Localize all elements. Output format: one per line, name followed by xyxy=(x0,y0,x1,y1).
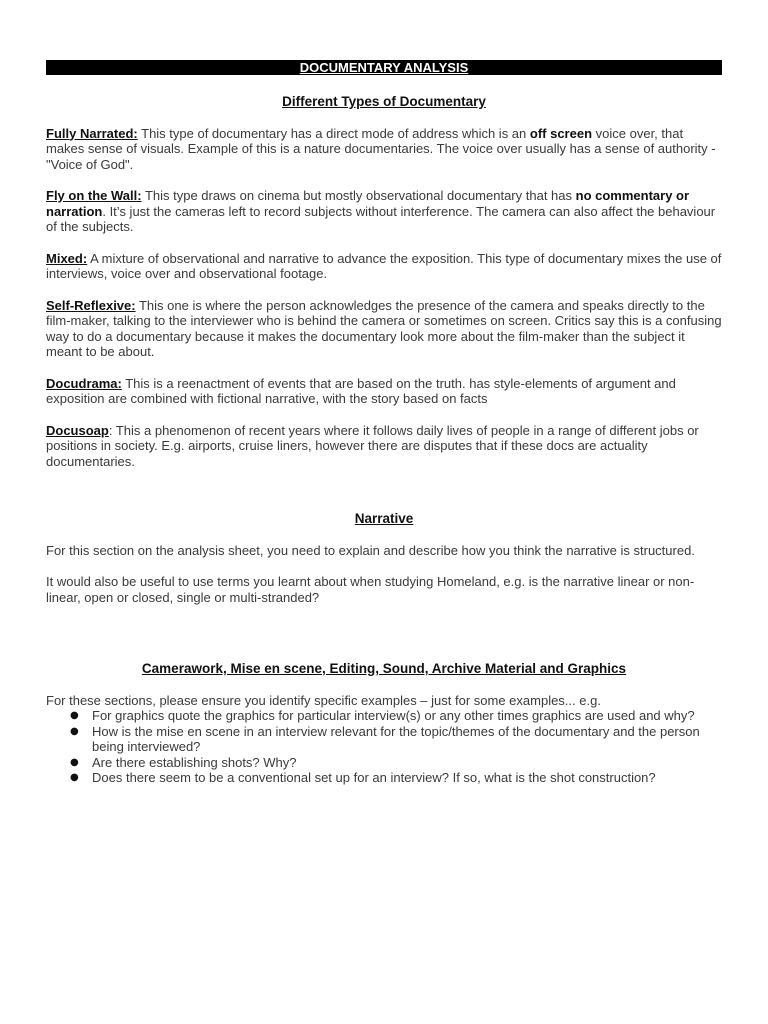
bullet-icon: ● xyxy=(70,725,79,737)
bullet-icon: ● xyxy=(70,756,79,768)
type-text: This type draws on cinema but mostly observational documentary that has xyxy=(141,188,576,203)
type-term: Mixed: xyxy=(46,250,88,266)
type-text: A mixture of observational and narrative to advance the exposition. This type of documentary mixes the use of interviews, voice over and observational footage. xyxy=(46,250,722,281)
type-text: This type of documentary has a direct mode of address which is an xyxy=(137,125,530,141)
type-term: Self-Reflexive: xyxy=(46,297,136,313)
type-emphasis: no commentary or narration xyxy=(46,188,690,219)
type-text: . It’s just the cameras left to record subjects without interference. The camera can also affect the behaviour of the subjects. xyxy=(46,203,716,234)
list-item xyxy=(70,770,722,786)
camerawork-heading: Camerawork, Mise en scene, Editing, Sound, Archive Material and Graphics xyxy=(141,661,627,676)
camerawork-intro: For these sections, please ensure you identify specific examples – just for some examples... e.g. xyxy=(46,692,601,708)
types-heading: Different Types of Documentary xyxy=(282,94,486,109)
narrative-paragraph: For this section on the analysis sheet, you need to explain and describe how you think the narrative is structured. xyxy=(46,542,695,558)
type-text: : This a phenomenon of recent years where it follows daily lives of people in a range of different jobs or positions in society. E.g. airports, cruise liners, however there are disputes that if these docs are actuality documentaries. xyxy=(46,422,699,469)
bullet-text: How is the mise en scene in an interview relevant for the topic/themes of the documentary and the person being interviewed? xyxy=(92,723,700,754)
type-text: This one is where the person acknowledges the presence of the camera and speaks directly to the film-maker, talking to the interviewer who is behind the camera or sometimes on screen. Critics say this is a confusing way to do a documentary because it makes the documentary look more about the film-maker than the subject it meant to be about. xyxy=(46,297,722,359)
type-term: Docudrama: xyxy=(46,375,122,391)
bullet-text: For graphics quote the graphics for particular interview(s) or any other times graphics are used and why? xyxy=(92,708,695,723)
type-self-reflexive xyxy=(46,298,722,360)
list-item xyxy=(70,708,722,724)
list-item xyxy=(70,723,722,755)
type-docusoap xyxy=(46,423,722,470)
document-page xyxy=(46,60,722,786)
narrative-paragraph: It would also be useful to use terms you learnt about when studying Homeland, e.g. is the narrative linear or non-linear, open or closed, single or multi-stranded? xyxy=(46,574,695,605)
bullet-icon: ● xyxy=(70,710,79,721)
narrative-heading: Narrative xyxy=(354,511,414,526)
bullet-text: Are there establishing shots? Why? xyxy=(92,754,297,770)
bullet-icon: ● xyxy=(70,772,79,783)
document-title: DOCUMENTARY ANALYSIS xyxy=(46,60,722,75)
type-term: Fully Narrated: xyxy=(46,125,138,141)
type-term: Fly on the Wall: xyxy=(46,188,142,203)
type-text: voice over, that makes sense of visuals. Example of this is a nature documentaries. The voice over usually has a sense of authority - "Voice of God". xyxy=(46,125,716,172)
type-text: This is a reenactment of events that are based on the truth. has style-elements of argument and exposition are combined with fictional narrative, with the story based on facts xyxy=(46,375,676,406)
type-mixed xyxy=(46,251,722,282)
camerawork-bullet-list xyxy=(46,708,722,786)
type-emphasis: off screen xyxy=(529,125,593,141)
bullet-text: Does there seem to be a conventional set up for an interview? If so, what is the shot construction? xyxy=(92,770,656,785)
type-docudrama xyxy=(46,376,722,407)
type-term: Docusoap xyxy=(46,422,109,438)
type-fly-on-the-wall xyxy=(46,188,722,235)
type-fully-narrated xyxy=(46,126,722,173)
list-item xyxy=(70,754,722,771)
